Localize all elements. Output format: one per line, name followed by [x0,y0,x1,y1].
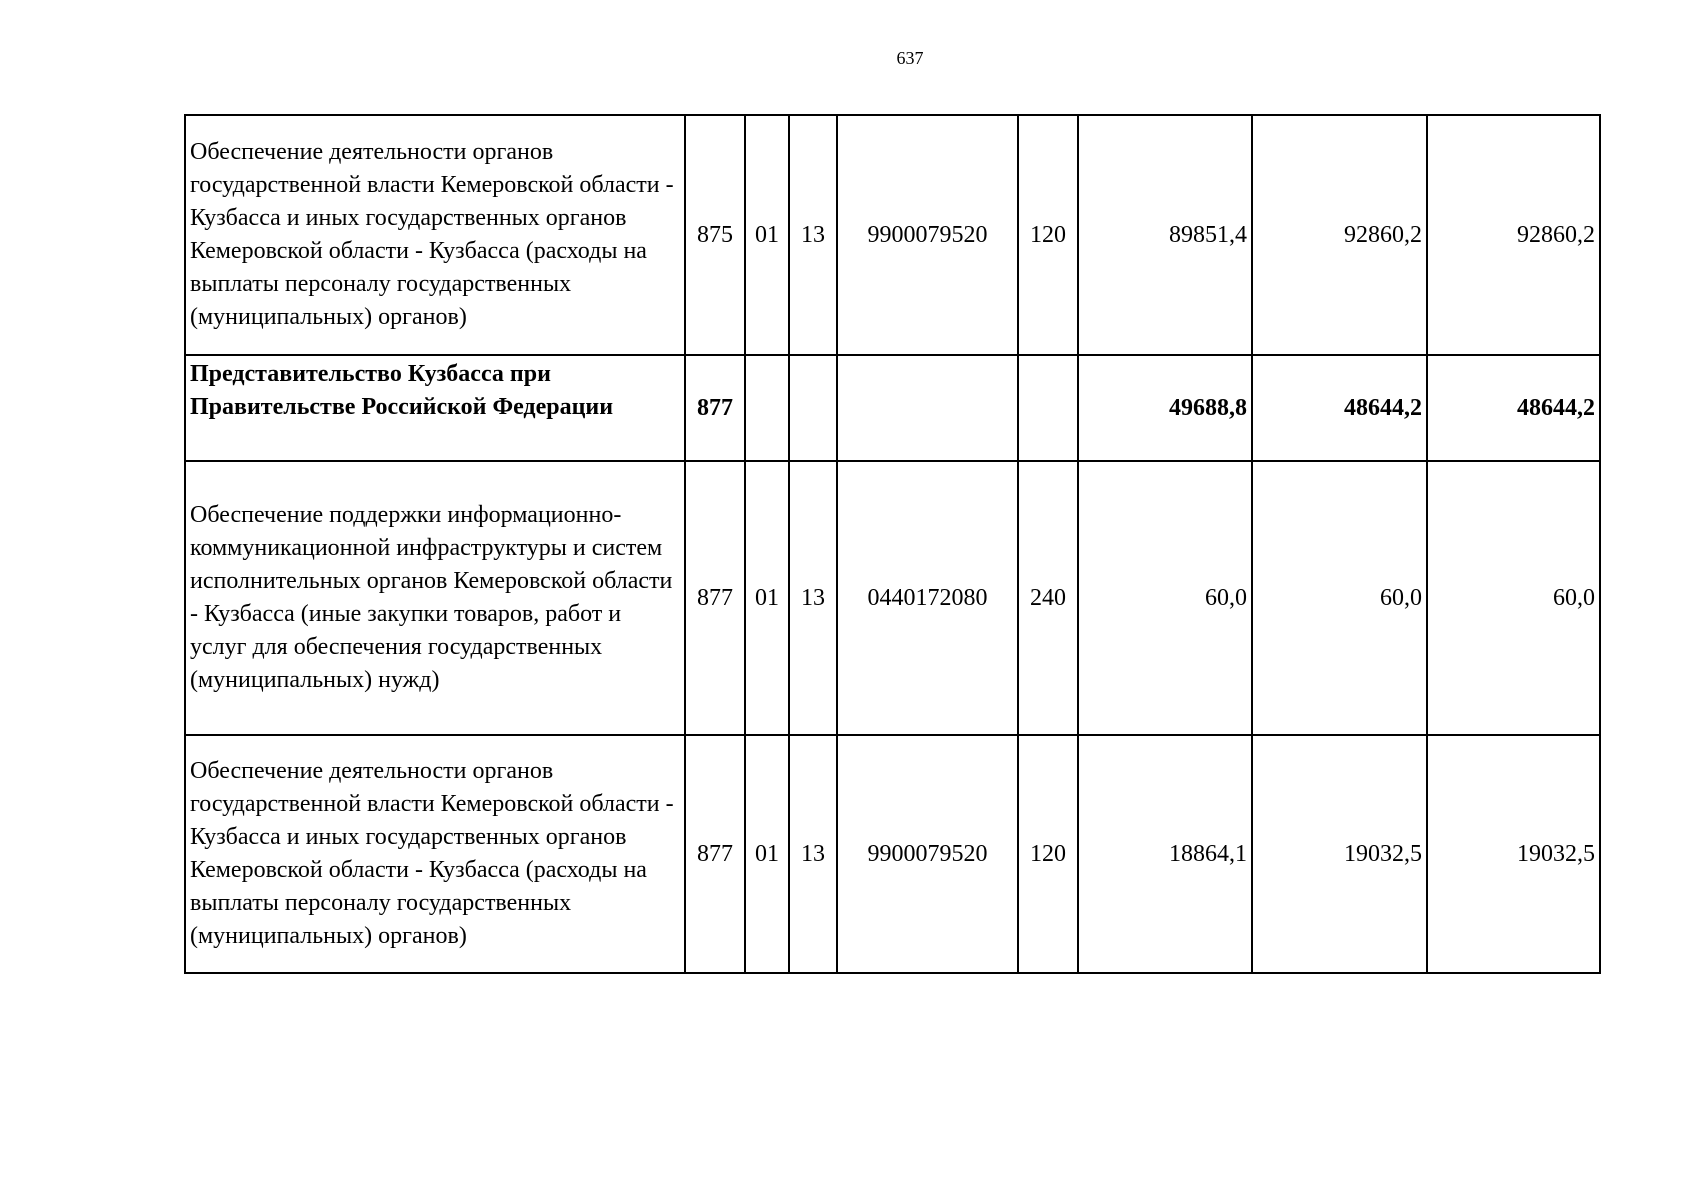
budget-table [184,114,1601,974]
row-description: Обеспечение деятельности органов государственной власти Кемеровской области - Кузбасса и иных государственных органов Кемеровской области - Кузбасса (расходы на выплаты персоналу государственных (муниципальных) органов) [185,115,685,355]
amount-year-3: 48644,2 [1427,355,1600,461]
row-description: Обеспечение деятельности органов государственной власти Кемеровской области - Кузбасса и иных государственных органов Кемеровской области - Кузбасса (расходы на выплаты персоналу государственных (муниципальных) органов) [185,735,685,973]
subsection-code: 13 [789,115,837,355]
section-code: 01 [745,115,789,355]
page-number: 637 [896,48,924,68]
table-row [185,735,1600,973]
amount-year-2: 19032,5 [1252,735,1427,973]
expense-type-code [1018,355,1078,461]
amount-year-1: 18864,1 [1078,735,1252,973]
expense-type-code: 120 [1018,115,1078,355]
amount-year-2: 48644,2 [1252,355,1427,461]
subsection-code [789,355,837,461]
amount-year-3: 92860,2 [1427,115,1600,355]
subsection-code: 13 [789,735,837,973]
ministry-code: 877 [685,461,745,735]
amount-year-1: 89851,4 [1078,115,1252,355]
amount-year-1: 49688,8 [1078,355,1252,461]
amount-year-1: 60,0 [1078,461,1252,735]
section-code: 01 [745,461,789,735]
ministry-code: 877 [685,735,745,973]
row-description: Представительство Кузбасса при Правительстве Российской Федерации [185,355,685,461]
target-code: 0440172080 [837,461,1018,735]
amount-year-2: 60,0 [1252,461,1427,735]
amount-year-3: 60,0 [1427,461,1600,735]
subsection-code: 13 [789,461,837,735]
ministry-code: 875 [685,115,745,355]
expense-type-code: 120 [1018,735,1078,973]
ministry-code: 877 [685,355,745,461]
amount-year-3: 19032,5 [1427,735,1600,973]
section-code [745,355,789,461]
amount-year-2: 92860,2 [1252,115,1427,355]
table-row [185,355,1600,461]
table-row [185,461,1600,735]
expense-type-code: 240 [1018,461,1078,735]
row-description: Обеспечение поддержки информационно-коммуникационной инфраструктуры и систем исполнительных органов Кемеровской области - Кузбасса (иные закупки товаров, работ и услуг для обеспечения государственных (муниципальных) нужд) [185,461,685,735]
table-row [185,115,1600,355]
section-code: 01 [745,735,789,973]
target-code: 9900079520 [837,115,1018,355]
target-code: 9900079520 [837,735,1018,973]
target-code [837,355,1018,461]
